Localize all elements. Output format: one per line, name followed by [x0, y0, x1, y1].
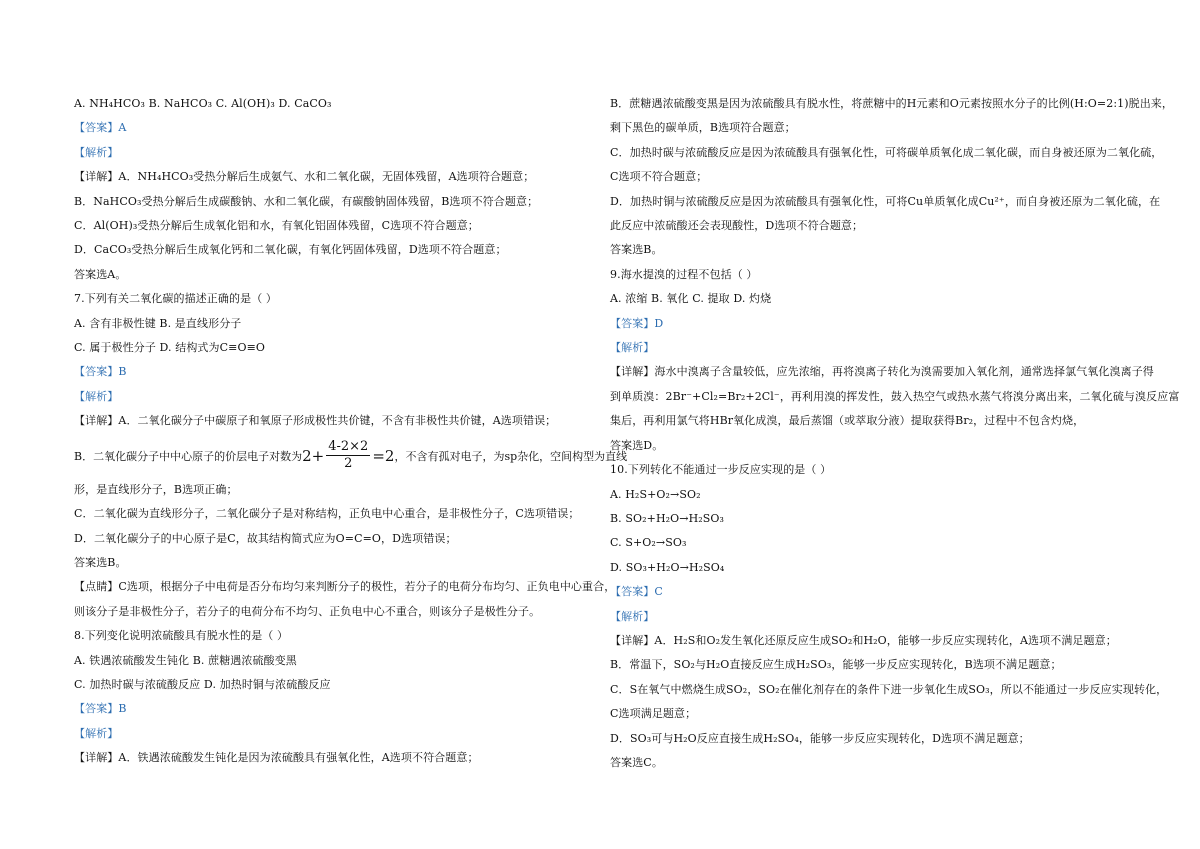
section-tag: 【答案】B	[74, 365, 127, 379]
text-line: 【详解】A．铁遇浓硫酸发生钝化是因为浓硫酸具有强氧化性，A选项不符合题意；	[74, 751, 479, 765]
text-line: A. 含有非极性键 B. 是直线形分子	[74, 316, 242, 330]
text-line: C．Al(OH)₃受热分解后生成氧化铝和水，有氧化铝固体残留，C选项不符合题意；	[74, 219, 479, 233]
right-column	[610, 92, 1180, 775]
fraction	[326, 439, 370, 472]
text-line: C．二氧化碳为直线形分子，二氧化碳分子是对称结构，正负电中心重合，是非极性分子，C选项错误；	[74, 507, 580, 521]
section-tag: 【解析】	[74, 726, 119, 740]
text-line: D．二氧化碳分子的中心原子是C，故其结构简式应为O=C=O，D选项错误；	[74, 531, 457, 545]
left-lines	[74, 92, 594, 434]
text-line: 【详解】A．NH₄HCO₃受热分解后生成氨气、水和二氧化碳，无固体残留，A选项符合题意；	[74, 170, 535, 184]
text-line: A. 浓缩 B. 氧化 C. 提取 D. 灼烧	[610, 292, 772, 306]
text-line: 【详解】A．H₂S和O₂发生氧化还原反应生成SO₂和H₂O，能够一步反应实现转化，A选项不满足题意；	[610, 633, 1117, 647]
text-line: 【详解】A．二氧化碳分子中碳原子和氧原子形成极性共价键，不含有非极性共价键，A选项错误；	[74, 414, 557, 428]
text-line: C. 属于极性分子 D. 结构式为C≡O≡O	[74, 341, 266, 355]
text-line: 形，是直线形分子，B选项正确；	[74, 482, 238, 496]
section-tag: 【答案】D	[610, 316, 664, 330]
text-line: 【详解】海水中溴离子含量较低，应先浓缩，再将溴离子转化为溴需要加入氧化剂，通常选择氯气氧化溴离子得	[610, 365, 1154, 379]
text-line: C．加热时碳与浓硫酸反应是因为浓硫酸具有强氧化性，可将碳单质氧化成二氧化碳，而自身被还原为二氧化硫，	[610, 145, 1163, 159]
text-line: 8.下列变化说明浓硫酸具有脱水性的是（ ）	[74, 629, 289, 643]
text-line: 到单质溴：2Br⁻+Cl₂=Br₂+2Cl⁻，再利用溴的挥发性，鼓入热空气或热水蒸气将溴分离出来，二氧化硫与溴反应富	[610, 389, 1180, 403]
left-column	[74, 92, 628, 771]
formula-equals: =2	[372, 446, 395, 465]
text-line: C选项满足题意；	[610, 707, 697, 721]
formula-plus: 2+	[302, 446, 325, 465]
text-line: C. 加热时碳与浓硫酸反应 D. 加热时铜与浓硫酸反应	[74, 677, 331, 691]
text-line: 【点睛】C选项，根据分子中电荷是否分布均匀来判断分子的极性，若分子的电荷分布均匀、正负电中心重合，	[74, 580, 616, 594]
section-tag: 【答案】C	[610, 585, 663, 599]
text-line: 集后，再利用氯气将HBr氧化成溴，最后蒸馏（或萃取分液）提取获得Br₂，过程中不包含灼烧，	[610, 414, 1085, 428]
text-line: 10.下列转化不能通过一步反应实现的是（ ）	[610, 463, 832, 477]
text-line: A. NH₄HCO₃ B. NaHCO₃ C. Al(OH)₃ D. CaCO₃	[74, 97, 332, 110]
formula-prefix: B．二氧化碳分子中中心原子的价层电子对数为	[74, 449, 303, 463]
text-line: A. H₂S+O₂→SO₂	[610, 487, 701, 501]
text-line: 答案选D。	[610, 438, 664, 452]
text-line: 则该分子是非极性分子，若分子的电荷分布不均匀、正负电中心不重合，则该分子是极性分子。	[74, 604, 541, 618]
section-tag: 【解析】	[610, 609, 655, 623]
text-line: D. SO₃+H₂O→H₂SO₄	[610, 560, 725, 574]
text-line: 9.海水提溴的过程不包括（ ）	[610, 267, 758, 281]
fraction-denominator: 2	[344, 456, 353, 472]
text-line: D．SO₃可与H₂O反应直接生成H₂SO₄，能够一步反应实现转化，D选项不满足题意；	[610, 731, 1030, 745]
text-line: 答案选A。	[74, 267, 127, 281]
text-line: C．S在氧气中燃烧生成SO₂，SO₂在催化剂存在的条件下进一步氧化生成SO₃，所以不能通过一步反应实现转化，	[610, 682, 1168, 696]
text-line: B．NaHCO₃受热分解后生成碳酸钠、水和二氧化碳，有碳酸钠固体残留，B选项不符合题意；	[74, 194, 539, 208]
section-tag: 【答案】A	[74, 121, 127, 135]
text-line: B．常温下，SO₂与H₂O直接反应生成H₂SO₃，能够一步反应实现转化，B选项不满足题意；	[610, 658, 1062, 672]
text-line: 答案选C。	[610, 755, 663, 769]
section-tag: 【答案】B	[74, 702, 127, 716]
text-line: 7.下列有关二氧化碳的描述正确的是（ ）	[74, 292, 277, 306]
text-line: B．蔗糖遇浓硫酸变黑是因为浓硫酸具有脱水性，将蔗糖中的H元素和O元素按照水分子的比例(H:O=2:1)脱出来，	[610, 97, 1174, 110]
text-line: B. SO₂+H₂O→H₂SO₃	[610, 511, 725, 525]
formula-line	[74, 434, 628, 478]
text-line: 剩下黑色的碳单质，B选项符合题意；	[610, 121, 796, 135]
formula-suffix: ，不含有孤对电子，为sp杂化，空间构型为直线	[394, 449, 628, 463]
text-line: D．CaCO₃受热分解后生成氧化钙和二氧化碳，有氧化钙固体残留，D选项不符合题意；	[74, 243, 507, 257]
section-tag: 【解析】	[610, 341, 655, 355]
section-tag: 【解析】	[74, 145, 119, 159]
section-tag: 【解析】	[74, 389, 119, 403]
text-line: C. S+O₂→SO₃	[610, 536, 687, 550]
fraction-numerator: 4-2×2	[328, 439, 369, 455]
text-line: 答案选B。	[610, 243, 663, 257]
text-line: D．加热时铜与浓硫酸反应是因为浓硫酸具有强氧化性，可将Cu单质氧化成Cu²⁺，而自身被还原为二氧化硫，在	[610, 194, 1161, 208]
left-lines-continued	[74, 478, 616, 771]
right-lines	[610, 92, 1180, 775]
text-line: 答案选B。	[74, 555, 127, 569]
text-line: C选项不符合题意；	[610, 170, 708, 184]
text-line: 此反应中浓硫酸还会表现酸性，D选项不符合题意；	[610, 219, 864, 233]
text-line: A. 铁遇浓硫酸发生钝化 B. 蔗糖遇浓硫酸变黑	[74, 653, 297, 667]
